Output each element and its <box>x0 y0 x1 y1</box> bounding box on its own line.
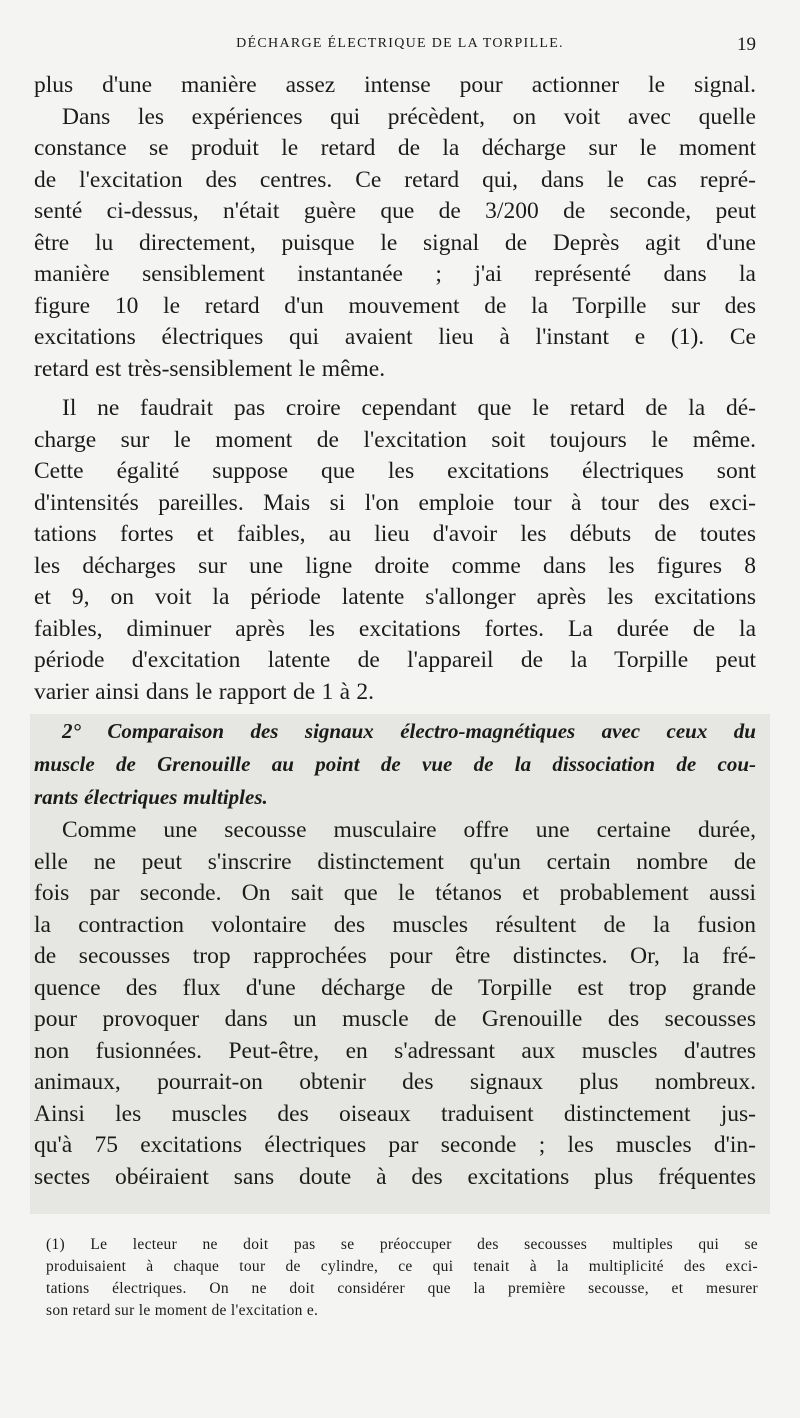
body-line: Il ne faudrait pas croire cependant que le retard de la dé- <box>62 395 756 421</box>
body-line: Dans les expériences qui précèdent, on voit avec quelle <box>62 103 756 130</box>
body-line: qu'à 75 excitations électriques par seconde ; les muscles d'in- <box>34 1132 756 1158</box>
body-line: retard est très-sensiblement le même. <box>34 355 386 382</box>
body-line: les décharges sur une ligne droite comme dans les figures 8 <box>34 552 756 579</box>
footnote-line: (1) Le lecteur ne doit pas se préoccuper des secousses multiples qui se <box>46 1236 758 1253</box>
body-line: Cette égalité suppose que les excitations électriques sont <box>34 458 756 484</box>
body-line: Comme une secousse musculaire offre une certaine durée, <box>62 817 756 843</box>
body-line: figure 10 le retard d'un mouvement de la Torpille sur des <box>34 292 756 319</box>
body-line: manière sensiblement instantanée ; j'ai représenté dans la <box>34 261 756 287</box>
body-line: de l'excitation des centres. Ce retard qui, dans le cas repré- <box>34 166 756 193</box>
body-line: la contraction volontaire des muscles résultent de la fusion <box>34 911 756 938</box>
footnote-line: tations électriques. On ne doit considérer que la première secousse, et mesurer <box>46 1280 758 1297</box>
body-line: sectes obéiraient sans doute à des excitations plus fréquentes <box>34 1163 756 1190</box>
body-line: elle ne peut s'inscrire distinctement qu'un certain nombre de <box>34 848 756 875</box>
body-line: charge sur le moment de l'excitation soit toujours le même. <box>34 426 756 453</box>
body-line: et 9, on voit la période latente s'allonger après les excitations <box>34 584 756 610</box>
body-line: pour provoquer dans un muscle de Grenouille des secousses <box>34 1006 756 1032</box>
body-line: animaux, pourrait-on obtenir des signaux plus nombreux. <box>34 1069 756 1095</box>
page-number: 19 <box>737 34 756 55</box>
body-line: de secousses trop rapprochées pour être distinctes. Or, la fré- <box>34 943 756 969</box>
body-line: Ainsi les muscles des oiseaux traduisent distinctement jus- <box>34 1100 756 1127</box>
body-line: d'intensités pareilles. Mais si l'on emploie tour à tour des exci- <box>34 489 756 516</box>
body-line: senté ci-dessus, n'était guère que de 3/200 de seconde, peut <box>34 198 756 224</box>
footnote-line: produisaient à chaque tour de cylindre, ce qui tenait à la multiplicité des exci- <box>46 1258 758 1275</box>
body-line: plus d'une manière assez intense pour actionner le signal. <box>34 72 756 98</box>
body-line: fois par seconde. On sait que le tétanos et probablement aussi <box>34 880 756 906</box>
body-line: tations fortes et faibles, au lieu d'avoir les débuts de toutes <box>34 521 756 547</box>
body-line: varier ainsi dans le rapport de 1 à 2. <box>34 678 375 705</box>
body-line: non fusionnées. Peut-être, en s'adressant aux muscles d'autres <box>34 1037 756 1064</box>
section-heading-line: 2° Comparaison des signaux électro-magnétiques avec ceux du <box>62 719 756 743</box>
body-line: période d'excitation latente de l'appareil de la Torpille peut <box>34 647 756 673</box>
section-heading-line: muscle de Grenouille au point de vue de la dissociation de cou- <box>34 752 756 776</box>
page-header <box>0 34 800 56</box>
body-line: être lu directement, puisque le signal de Deprès agit d'une <box>34 229 756 256</box>
body-line: faibles, diminuer après les excitations fortes. La durée de la <box>34 615 756 642</box>
section-heading-line: rants électriques multiples. <box>34 785 268 809</box>
body-line: constance se produit le retard de la décharge sur le moment <box>34 135 756 161</box>
body-line: quence des flux d'une décharge de Torpille est trop grande <box>34 974 756 1001</box>
footnote-line: son retard sur le moment de l'excitation e. <box>46 1302 319 1319</box>
running-title: DÉCHARGE ÉLECTRIQUE DE LA TORPILLE. <box>236 36 564 51</box>
body-line: excitations électriques qui avaient lieu à l'instant e (1). Ce <box>34 324 756 350</box>
